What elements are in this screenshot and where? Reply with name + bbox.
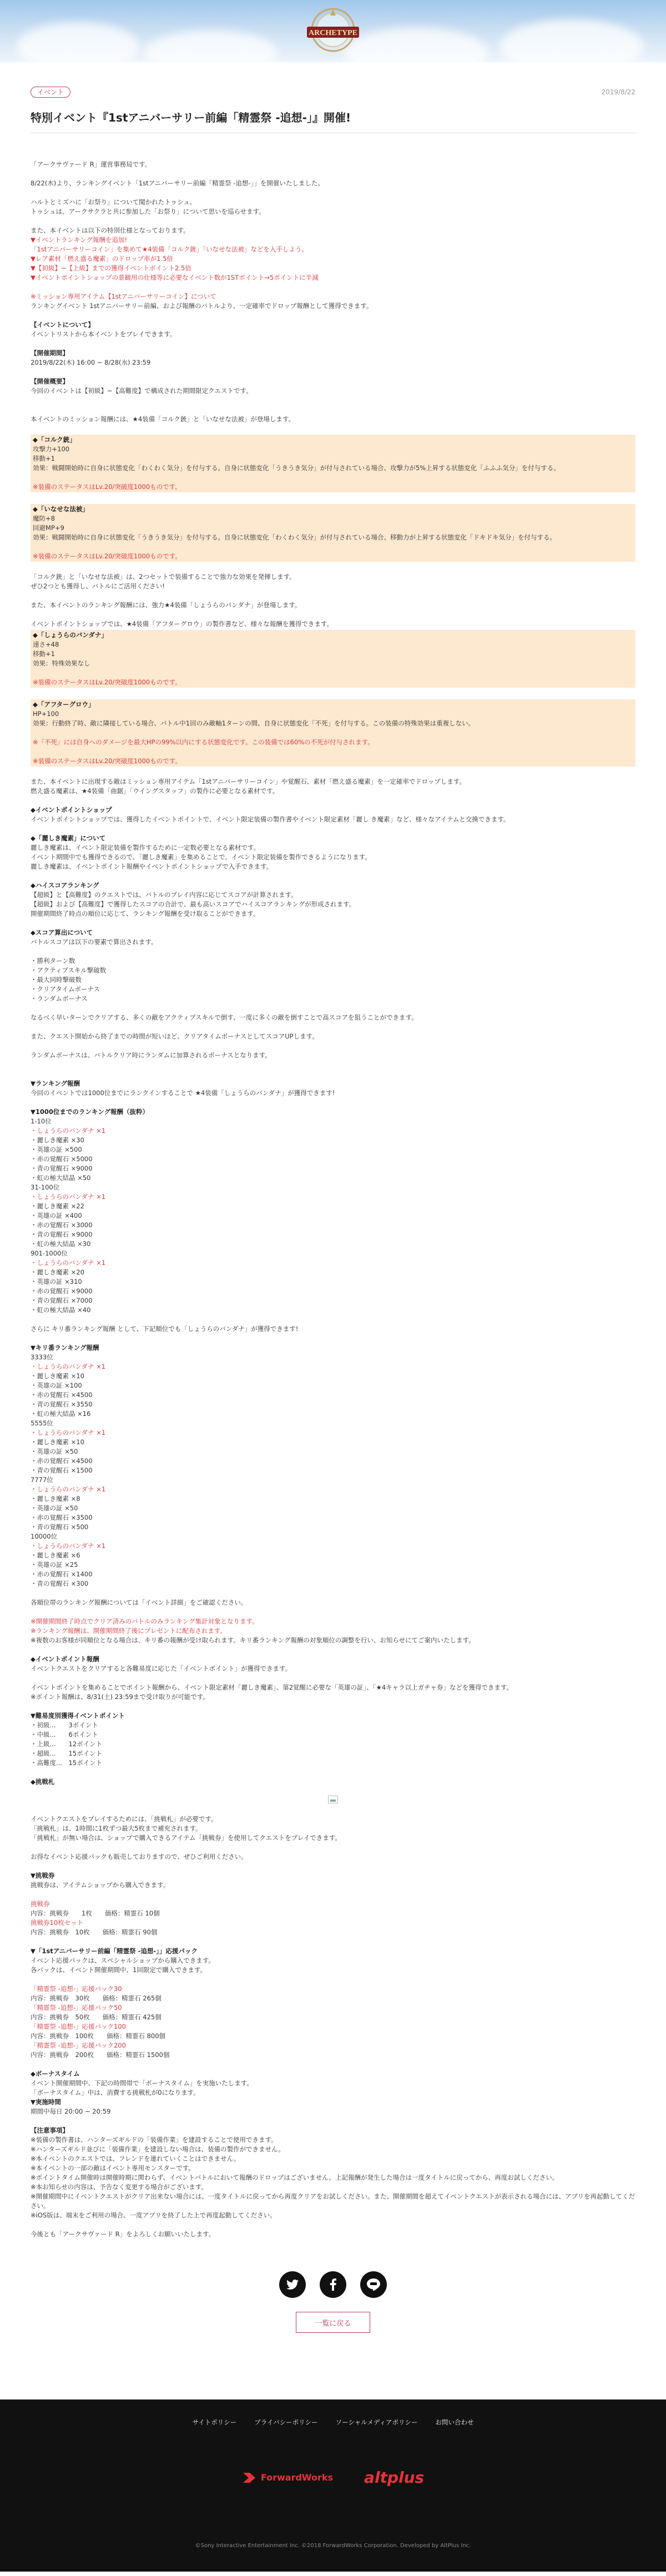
section-heading: ◆イベントポイントショップ	[31, 806, 112, 814]
footer-link-privacy[interactable]: プライバシーポリシー	[254, 2418, 318, 2426]
article-line: ・青の覚醒石 ×500	[31, 1523, 89, 1531]
article-line: ※ミッション専用アイテム【1stアニバーサリーコイン】について	[31, 293, 216, 300]
copyright: ©Sony Interactive Entertainment Inc. ©2018 ForwardWorks Corporation. Developed by AltPlus Inc.	[195, 2543, 471, 2549]
article-line: ※複数のお客様が同順位となる場合は、キリ番の報酬が受け取られます。キリ番ランキング報酬の対象順位の調整を行い、お知らせにてご案内いたします。	[31, 1636, 475, 1644]
article-line: HP+100	[33, 710, 59, 718]
article-line: 「コルク銃」と「いなせな法被」は、2つセットで装備することで強力な効果を発揮します。	[31, 573, 296, 581]
article-line: ・麗しき魔素 ×10	[31, 1438, 84, 1446]
article-line: ・赤の覚醒石 ×4500	[31, 1391, 93, 1399]
article-line	[31, 689, 635, 698]
article-line: イベント開催期間中、下記の時間帯で「ボーナスタイム」を実施いたします。	[31, 2079, 253, 2087]
article-line: 攻撃力+100	[33, 445, 70, 453]
article-line	[31, 1843, 635, 1852]
article-line: ▼イベントランキング報酬を追加!	[31, 236, 128, 244]
article-line: ・ランダムボーナス	[31, 995, 88, 1002]
article-line	[31, 1702, 635, 1711]
article-line: ・英雄の証 ×50	[31, 1448, 78, 1455]
article-line: ・英雄の証 ×50	[31, 1504, 78, 1512]
article-line: ・しょうらのバンダナ ×1	[31, 1485, 106, 1493]
article-line: 挑戦券は、アイテムショップから購入できます。	[31, 1881, 170, 1889]
article-line: ・しょうらのバンダナ ×1	[31, 1542, 106, 1550]
equipment-info-box	[31, 699, 635, 767]
article-line: バトルスコアは以下の要素で算出されます。	[31, 938, 158, 946]
article-line: ※装備の製作書は、ハンターズギルドの「装備作業」を建設することで使用できます。	[31, 2136, 278, 2144]
article-line: ・青の覚醒石 ×1500	[31, 1466, 93, 1474]
article-line: ・虹の極大結晶 ×50	[31, 1174, 91, 1182]
article-line	[31, 1315, 635, 1324]
footer-link-contact[interactable]: お問い合わせ	[435, 2418, 474, 2426]
article-line: ハルトとミズハに「お祭り」について聞かれたトゥシュ。	[31, 198, 196, 206]
section-heading: ◆イベントポイント報酬	[31, 1655, 99, 1663]
article-line	[31, 824, 635, 834]
article-line: 効果：特殊効果なし	[33, 659, 90, 667]
article-line: ▼【初級】~【上級】までの獲得イベントポイント2.5倍	[31, 264, 191, 272]
article-line: 各順位帯のランキング報酬については「イベント詳細」をご確認ください。	[31, 1599, 248, 1606]
article-line: 効果：戦闘開始時に自身に状態変化「わくわく気分」を付与する。自身に状態変化「うきうき気分」が付与されている場合、攻撃力が5%上昇する状態変化「ふふふ気分」を付与する。	[33, 464, 560, 472]
section-heading: ◆スコア算出について	[31, 929, 93, 936]
article-line: また、本イベントに出現する敵はミッション専用アイテム「1stアニバーサリーコイン」や覚醒石、素材「燃え盛る魔素」を一定確率でドロップします。	[31, 778, 466, 785]
article-line: イベントクエストをプレイするためには、「挑戦札」が必要です。	[31, 1815, 218, 1823]
altplus-logo[interactable]: altplus	[364, 2468, 425, 2487]
article-line	[31, 1060, 635, 1070]
article-line: 「1stアニバーサリーコイン」を集めて★4装備「コルク銃」「いなせな法被」などを入手しよう。	[31, 245, 309, 253]
article-line: 挑戦券	[31, 1900, 50, 1908]
article-line: ・麗しき魔素 ×20	[31, 1268, 84, 1276]
section-heading: ◆ハイスコアランキング	[31, 881, 99, 889]
article-line	[31, 216, 635, 226]
article-line: 「ボーナスタイム」中は、消費する挑戦札が0になります。	[31, 2089, 200, 2096]
article-line	[31, 796, 635, 805]
section-heading: 【開催概要】	[31, 377, 69, 385]
section-heading: ▼ランキング報酬	[31, 1080, 80, 1087]
article-line	[31, 169, 635, 179]
article-line	[31, 768, 635, 777]
article-line: ※装備のステータスはLv.20/突破度1000ものです。	[33, 757, 181, 765]
article-line: ・赤の覚醒石 ×5000	[31, 1155, 93, 1163]
article-line	[31, 2060, 635, 2069]
footer-logos	[0, 2468, 666, 2487]
article-line: 2019/8/22(木) 16:00 ~ 8/28(水) 23:59	[31, 359, 151, 366]
article-line: 期間中毎日 20:00 ~ 20:59	[31, 2108, 111, 2115]
article-line: ・麗しき魔素 ×8	[31, 1495, 80, 1503]
article-line: 「精霊祭 -追想-」応援パック200	[31, 2041, 126, 2049]
article-line	[31, 188, 635, 198]
article-line	[31, 2220, 635, 2230]
article-line	[31, 1645, 635, 1655]
article-line: 速さ+48	[33, 641, 59, 648]
article-line: イベントポイントショップでは、獲得したイベントポイントで、イベント限定装備の製作書やイベント限定素材「麗し き魔素」など、様々なアイテムと交換できます。	[31, 815, 510, 823]
article-body	[31, 160, 635, 2239]
article-line: ・高難度... 15ポイント	[31, 1759, 103, 1767]
article-line: 内容：挑戦券 200枚 価格：精霊石 1500個	[31, 2051, 170, 2059]
article-line: ※ポイント報酬は、8/31(土) 23:59まで受け取りが可能です。	[31, 1693, 209, 1701]
article-line: 【超級】と【高難度】のクエストでは、バトルのプレイ内容に応じてスコアが計算されます。	[31, 891, 297, 899]
article-line: 内容：挑戦券 30枚 価格：精霊石 265個	[31, 1994, 162, 2002]
article-line: ※装備のステータスはLv.20/突破度1000ものです。	[33, 483, 181, 491]
header-banner	[0, 0, 666, 62]
article-line: 1-10位	[31, 1117, 52, 1125]
article-line: ・英雄の証 ×100	[31, 1382, 82, 1389]
article-line: 開催期間終了時点の順位に応じて、ランキング報酬を受け取ることができます。	[31, 910, 260, 918]
article-line	[31, 1975, 635, 1984]
article-line	[31, 1022, 635, 1032]
article-line: ※ハンターズギルド並びに「装備作業」を建設しない場合は、装備の製作ができません。	[31, 2145, 285, 2153]
article-line	[31, 947, 635, 956]
article-line: 効果：戦闘開始時に自身に状態変化「うきうき気分」を付与する。自身に状態変化「わくわく気分」が付与されている場合、移動力が上昇する状態変化「ドキドキ気分」を付与する。	[33, 533, 556, 541]
article-line: ・英雄の証 ×25	[31, 1561, 78, 1569]
article-line: ・しょうらのバンダナ ×1	[31, 1127, 106, 1135]
article-line: ・麗しき魔素 ×6	[31, 1551, 80, 1559]
article-title: 特別イベント『1stアニバーサリー前編「精霊祭 -追想-」』開催!	[31, 109, 635, 133]
share-buttons	[31, 2271, 635, 2298]
article-line	[31, 405, 635, 415]
article-line	[31, 747, 635, 757]
line-share-button[interactable]	[360, 2271, 387, 2298]
article-line: イベントクエストをクリアすると各難易度に応じた「イベントポイント」が獲得できます。	[31, 1665, 292, 1672]
article-line: ・虹の極大結晶 ×40	[31, 1306, 91, 1314]
game-logo[interactable]	[302, 3, 364, 57]
article-line	[31, 728, 635, 738]
forwardworks-icon	[242, 2472, 256, 2484]
article-line: ・初級... 3ポイント	[31, 1721, 98, 1729]
twitter-icon	[286, 2279, 299, 2290]
svg-text:ARCHETYPE: ARCHETYPE	[309, 29, 357, 37]
article-line: ※本イベントのクエストでは、フレンドを連れていくことはできません。	[31, 2155, 240, 2162]
article-line: また、本イベントのランキング報酬には、強力★4装備「しょうらのパンダナ」が登場します。	[31, 601, 301, 609]
article-line: ※ポイントタイム開催時は開催時期に関わらず、イベントバトルにおいて報酬のドロップはございません。上記報酬が発生した場合は一度タイトルに戻ってから、再度お試しください。	[31, 2174, 559, 2181]
article-line: ・麗しき魔素 ×10	[31, 1372, 84, 1380]
article-line: ・青の覚醒石 ×9000	[31, 1231, 93, 1238]
article-line: 内容：挑戦券 1枚 価格：精霊石 10個	[31, 1909, 160, 1917]
article-line: ・しょうらのバンダナ ×1	[31, 1193, 106, 1201]
article-line	[31, 1890, 635, 1899]
article-line: さらに キリ番ランキング報酬 として、下記順位でも「しょうらのバンダナ」が獲得できます!	[31, 1325, 299, 1333]
article-line: ・上級... 12ポイント	[31, 1740, 103, 1748]
article-line: 麗しき魔素は、イベントポイント報酬やイベントポイントショップで入手できます。	[31, 863, 273, 870]
article-line: ・超級... 15ポイント	[31, 1750, 103, 1757]
section-heading: ▼1000位までのランキング報酬（抜粋）	[31, 1108, 149, 1116]
article-line: イベントポイントショップでは、★4装備「アフターグロウ」の製作書など、様々な報酬を獲得できます。	[31, 620, 334, 628]
article-meta	[31, 62, 635, 98]
article-line: ・勝利ターン数	[31, 957, 75, 965]
article-line: 「精霊祭 -追想-」応援パック100	[31, 2023, 126, 2030]
article-line: 内容：挑戦券 100枚 価格：精霊石 800個	[31, 2032, 166, 2040]
article-line: 「挑戦札」が無い場合は、ショップで購入できるアイテム「挑戦券」を使用してクエストをプレイできます。	[31, 1834, 341, 1842]
article-line: ランダムボーナスは、バトルクリア時にランダムに加算されるボーナスとなります。	[31, 1051, 271, 1059]
article-line: ・英雄の証 ×400	[31, 1212, 82, 1219]
article-line: ▼レア素材「燃え盛る魔素」のドロップ率が1.5倍	[31, 255, 173, 263]
article-line	[31, 610, 635, 619]
article-line: イベント期間中でも獲得できるので、「麗しき魔素」を集めることで、イベント限定装備を製作できるようになります。	[31, 853, 371, 861]
article-line	[31, 339, 635, 349]
article-line: 回避MP+9	[33, 524, 64, 532]
article-line: 今回のイベントは【初級】~【高難度】で構成された期間限定クエストです。	[31, 387, 253, 395]
article-line: ※ランキング報酬は、開催期間終了後にプレゼントに配布されます。	[31, 1627, 226, 1635]
article-line: ※本お知らせの内容は、予告なく変更する場合がございます。	[31, 2183, 208, 2191]
article-line: 901-1000位	[31, 1249, 68, 1257]
article-line: ランキングイベント 1stアニバーサリー前編、および報酬のバトルより、一定確率でドロップ報酬として獲得できます。	[31, 302, 373, 310]
forwardworks-logo[interactable]: ForwardWorks	[242, 2472, 333, 2484]
article-line	[31, 668, 635, 678]
article-line: 今後とも「アークサヴァード R」をよろしくお願いいたします。	[31, 2230, 215, 2238]
article-line	[31, 1862, 635, 1871]
section-heading: ▼挑戦券	[31, 1872, 55, 1879]
article-line: 麗しき魔素は、イベント限定装備を製作するために一定数必要となる素材です。	[31, 844, 260, 851]
article-line	[31, 591, 635, 601]
article-line	[31, 1070, 635, 1079]
article-line	[31, 1607, 635, 1617]
article-line	[31, 493, 635, 503]
equipment-info-box	[31, 630, 635, 688]
line-icon	[367, 2278, 380, 2291]
article-line: ・青の覚醒石 ×300	[31, 1580, 89, 1587]
article-line	[31, 1768, 635, 1777]
article-line: トゥシュは、アークサクラと共に参加した「お祭り」について思いを巡らせます。	[31, 208, 265, 215]
article-line: 移動+1	[33, 650, 55, 658]
article-line: ・アクティブスキル撃破数	[31, 966, 107, 974]
article-line: ・虹の極大結晶 ×30	[31, 1240, 91, 1248]
article-line: ・麗しき魔素 ×30	[31, 1136, 84, 1144]
article-line	[31, 1589, 635, 1598]
article-line: ※iOS版は、端末をご利用の場合、一度アプリを終了した上で再度起動してください。	[31, 2211, 276, 2219]
event-banner-image	[328, 1796, 338, 1803]
article-line: ・青の覚醒石 ×9000	[31, 1165, 93, 1172]
section-heading: ▼難易度別獲得イベントポイント	[31, 1712, 125, 1720]
section-heading: 【イベントについて】	[31, 321, 94, 329]
article-line: ※装備のステータスはLv.20/突破度1000ものです。	[33, 678, 181, 686]
article-line	[31, 919, 635, 928]
article-line	[31, 1041, 635, 1051]
article-line: ・しょうらのバンダナ ×1	[31, 1259, 106, 1267]
article-line	[31, 1004, 635, 1013]
article-line: ぜひ2つとも獲得し、バトルにご活用ください!	[31, 582, 165, 590]
article-line: 魔防+8	[33, 515, 55, 522]
twitter-share-button[interactable]	[279, 2271, 306, 2298]
back-to-list-button[interactable]: 一覧に戻る	[296, 2312, 370, 2333]
footer-link-site-policy[interactable]: サイトポリシー	[192, 2418, 237, 2426]
facebook-share-button[interactable]	[320, 2271, 346, 2298]
article-line: 3333位	[31, 1353, 53, 1361]
article-line	[31, 1098, 635, 1107]
section-heading: ◆挑戦札	[31, 1778, 55, 1786]
article-line: ※開催期間中にイベントクエストがクリア出来ない場合には、一度タイトルに戻ってから再度クリアをお試しください。また、開催期間を超えてイベントクエストが表示される場合には、アプリを再起動してください。	[31, 2192, 635, 2210]
section-heading: ◆「アフターグロウ」	[33, 700, 95, 708]
article-line: ※「不死」には自身へのダメージを最大HPの99%以内にする状態変化です。この装備では60%の不死が付与されます。	[33, 738, 374, 746]
article-line	[31, 311, 635, 320]
article-line: イベントリストから本イベントをプレイできます。	[31, 330, 176, 338]
article-line: なるべく早いターンでクリアする、多くの敵をアクティブスキルで倒す、一度に多くの敵を倒すことで高スコアを狙うことができます。	[31, 1014, 418, 1021]
section-heading: 【注意事項】	[31, 2126, 69, 2134]
site-footer	[0, 2399, 666, 2572]
section-heading: ◆「いなせな法被」	[33, 505, 89, 513]
article-line: 10000位	[31, 1533, 58, 1540]
article-line: 本イベントのミッション報酬には、★4装備「コルク銃」と「いなせな法被」が登場します。	[31, 415, 295, 423]
article-line: ・赤の覚醒石 ×4500	[31, 1457, 93, 1465]
article-line: また、クエスト開始から終了までの時間が短いほど、クリアタイムボーナスとしてスコアUPします。	[31, 1032, 319, 1040]
article-line: ・赤の覚醒石 ×9000	[31, 1287, 93, 1295]
article-line: ・英雄の証 ×500	[31, 1146, 82, 1153]
equipment-info-box	[31, 435, 635, 492]
article-line	[31, 1937, 635, 1947]
footer-link-social-media[interactable]: ソーシャルメディアポリシー	[335, 2418, 418, 2426]
article-line: 「挑戦札」は、1時間に1枚ずつ最大5枚まで補充されます。	[31, 1824, 202, 1832]
article-line: また、本イベントは以下の特別仕様となっております。	[31, 226, 190, 234]
article-line: イベント応援パックは、スペシャルショップから購入できます。	[31, 1957, 215, 1964]
article-line: 燃え盛る魔素は、★4装備「曲鋸」「ウイングスタッフ」の製作に必要となる素材です。	[31, 787, 279, 795]
article-line: 【超級】および【高難度】で獲得したスコアの合計で、最も高いスコアでハイスコアランキングが形成されます。	[31, 900, 356, 908]
article-line: ・赤の覚醒石 ×1400	[31, 1570, 93, 1578]
article-line: ・しょうらのバンダナ ×1	[31, 1363, 106, 1370]
section-heading: ▼実施時間	[31, 2098, 61, 2106]
section-heading: 【開催期間】	[31, 349, 69, 357]
article-line: 5555位	[31, 1419, 53, 1427]
article-line: ・虹の極大結晶 ×16	[31, 1410, 91, 1418]
article-line: 挑戦券10枚セット	[31, 1919, 84, 1927]
article-line	[31, 1673, 635, 1683]
article-line	[31, 283, 635, 292]
section-heading: ◆「しょうらのバンダナ」	[33, 631, 108, 639]
article-line: ・中級... 6ポイント	[31, 1731, 98, 1738]
article-line: 「精霊祭 -追想-」応援パック50	[31, 2004, 122, 2012]
article-line: ※開催期間終了時点でクリア済みのバトルのみランキング集計対象となります。	[31, 1617, 259, 1625]
article-line	[31, 424, 635, 433]
article-line: ・英雄の証 ×310	[31, 1278, 82, 1286]
section-heading: ◆「コルク銃」	[33, 436, 76, 443]
article-line: 7777位	[31, 1476, 53, 1484]
article-line: ・しょうらのバンダナ ×1	[31, 1429, 106, 1436]
article-line	[31, 2116, 635, 2126]
article-line: ▼イベントポイントショップの景観用の仕様等に必要なイベント数が1STポイント→5ポイントに半減	[31, 274, 319, 281]
article-line	[31, 1334, 635, 1343]
article-line: 内容：挑戦券 50枚 価格：精霊石 425個	[31, 2013, 162, 2021]
article-line: 「精霊祭 -追想-」応援パック30	[31, 1985, 122, 1993]
article-line: 今回のイベントでは1000位までにランクインすることで ★4装備「しょうらのバンダナ」が獲得できます!	[31, 1089, 335, 1097]
article-line: 各パックは、イベント開催期間中、1回限定で購入できます。	[31, 1966, 206, 1974]
article-line: ・麗しき魔素 ×22	[31, 1202, 84, 1210]
article-line: 移動+1	[33, 455, 55, 462]
article-line: ・赤の覚醒石 ×3000	[31, 1221, 93, 1229]
article-line	[31, 871, 635, 881]
article-line: ※装備のステータスはLv.20/突破度1000ものです。	[33, 552, 181, 560]
category-tag[interactable]: イベント	[31, 87, 70, 98]
section-heading: ◆ボーナスタイム	[31, 2070, 80, 2078]
article-line: ・最大同時撃破数	[31, 976, 82, 984]
article-line: 効果：行動終了時、敵に隣接している場合、バトル中1回のみ敵軸1ターンの間、自身に状態変化「不死」を付与する。この装備の特殊効果は重複しない。	[33, 719, 475, 727]
article-line: ・青の覚醒石 ×7000	[31, 1297, 93, 1304]
article-line: 「アークサヴァード R」運営事務局です。	[31, 160, 152, 168]
article-line: ※本イベントの一部の敵はイベント専用モンスターです。	[31, 2164, 195, 2172]
article-line: ・赤の覚醒石 ×3500	[31, 1514, 93, 1521]
equipment-info-box	[31, 504, 635, 562]
article-line	[31, 367, 635, 377]
article-line: ・クリアタイムボーナス	[31, 985, 100, 993]
article-line: イベントポイントを集めることでポイント報酬から、イベント限定素材「麗しき魔素」、第2覚醒に必要な「英雄の証」、「★4キャラ以上ガチャ券」などを獲得できます。	[31, 1683, 513, 1691]
article-line	[31, 542, 635, 552]
article-line	[31, 473, 635, 482]
facebook-icon	[330, 2278, 336, 2291]
article-line	[31, 563, 635, 572]
article-line: お得なイベント応援パックも販売しておりますので、ぜひご利用ください。	[31, 1853, 248, 1861]
article-line: 内容：挑戦券 10枚 価格：精霊石 90個	[31, 1928, 158, 1936]
article-line: ・青の覚醒石 ×3550	[31, 1400, 93, 1408]
article-line: 8/22(木)より、ランキングイベント「1stアニバーサリー前編「精霊祭 -追想-」」を開催いたしました。	[31, 179, 324, 187]
footer-nav	[0, 2399, 666, 2427]
section-heading: ▼「1stアニバーサリー前編「精霊祭 -追想-」」応援パック	[31, 1947, 198, 1955]
post-date: 2019/8/22	[601, 88, 635, 96]
article-line	[31, 396, 635, 405]
article-line: 31-100位	[31, 1183, 60, 1191]
section-heading: ▼キリ番ランキング報酬	[31, 1344, 99, 1352]
section-heading: ◆「麗しき魔素」について	[31, 834, 106, 842]
